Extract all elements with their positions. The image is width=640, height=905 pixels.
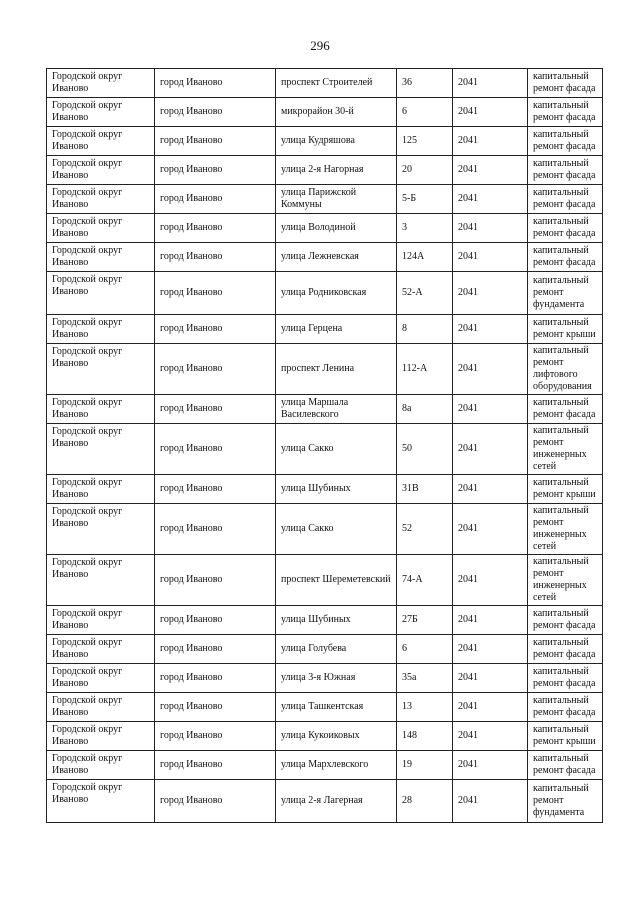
street-cell: улица Голубева <box>276 635 397 664</box>
house-cell: 19 <box>397 751 453 780</box>
year-cell: 2041 <box>453 127 528 156</box>
district-cell: Городской округ Иваново <box>47 156 155 185</box>
district-cell: Городской округ Иваново <box>47 722 155 751</box>
street-cell: улица Сакко <box>276 424 397 475</box>
district-cell: Городской округ Иваново <box>47 272 155 315</box>
house-cell: 3 <box>397 214 453 243</box>
work-type-cell: капитальный ремонт фасада <box>528 69 603 98</box>
city-cell: город Иваново <box>155 395 276 424</box>
city-cell: город Иваново <box>155 475 276 504</box>
work-type-cell: капитальный ремонт фундамента <box>528 780 603 823</box>
street-cell: улица Сакко <box>276 504 397 555</box>
city-cell: город Иваново <box>155 156 276 185</box>
district-cell: Городской округ Иваново <box>47 424 155 475</box>
year-cell: 2041 <box>453 555 528 606</box>
street-cell: улица Мархлевского <box>276 751 397 780</box>
street-cell: проспект Шереметевский <box>276 555 397 606</box>
year-cell: 2041 <box>453 395 528 424</box>
district-cell: Городской округ Иваново <box>47 315 155 344</box>
table-row <box>47 243 603 272</box>
street-cell: улица Шубиных <box>276 606 397 635</box>
house-cell: 27Б <box>397 606 453 635</box>
city-cell: город Иваново <box>155 780 276 823</box>
page-number: 296 <box>310 38 330 53</box>
street-cell: улица 2-я Нагорная <box>276 156 397 185</box>
house-cell: 125 <box>397 127 453 156</box>
district-cell: Городской округ Иваново <box>47 185 155 214</box>
year-cell: 2041 <box>453 272 528 315</box>
year-cell: 2041 <box>453 664 528 693</box>
city-cell: город Иваново <box>155 751 276 780</box>
work-type-cell: капитальный ремонт фасада <box>528 664 603 693</box>
table-row <box>47 693 603 722</box>
table-row <box>47 156 603 185</box>
house-cell: 31В <box>397 475 453 504</box>
street-cell: улица Парижской Коммуны <box>276 185 397 214</box>
house-cell: 52-А <box>397 272 453 315</box>
district-cell: Городской округ Иваново <box>47 555 155 606</box>
city-cell: город Иваново <box>155 315 276 344</box>
work-type-cell: капитальный ремонт инженерных сетей <box>528 504 603 555</box>
city-cell: город Иваново <box>155 693 276 722</box>
district-cell: Городской округ Иваново <box>47 69 155 98</box>
city-cell: город Иваново <box>155 185 276 214</box>
work-type-cell: капитальный ремонт инженерных сетей <box>528 424 603 475</box>
year-cell: 2041 <box>453 98 528 127</box>
work-type-cell: капитальный ремонт крыши <box>528 475 603 504</box>
street-cell: улица Ташкентская <box>276 693 397 722</box>
table-row <box>47 127 603 156</box>
city-cell: город Иваново <box>155 635 276 664</box>
district-cell: Городской округ Иваново <box>47 127 155 156</box>
table-row <box>47 475 603 504</box>
house-cell: 112-А <box>397 344 453 395</box>
district-cell: Городской округ Иваново <box>47 664 155 693</box>
house-cell: 5-Б <box>397 185 453 214</box>
city-cell: город Иваново <box>155 424 276 475</box>
work-type-cell: капитальный ремонт фундамента <box>528 272 603 315</box>
city-cell: город Иваново <box>155 555 276 606</box>
district-cell: Городской округ Иваново <box>47 693 155 722</box>
table-row <box>47 395 603 424</box>
street-cell: проспект Ленина <box>276 344 397 395</box>
year-cell: 2041 <box>453 635 528 664</box>
house-cell: 28 <box>397 780 453 823</box>
street-cell: улица 2-я Лагерная <box>276 780 397 823</box>
house-cell: 36 <box>397 69 453 98</box>
street-cell: улица Володиной <box>276 214 397 243</box>
street-cell: улица Кудряшова <box>276 127 397 156</box>
work-type-cell: капитальный ремонт крыши <box>528 722 603 751</box>
year-cell: 2041 <box>453 315 528 344</box>
work-type-cell: капитальный ремонт лифтового оборудования <box>528 344 603 395</box>
district-cell: Городской округ Иваново <box>47 606 155 635</box>
district-cell: Городской округ Иваново <box>47 635 155 664</box>
work-type-cell: капитальный ремонт фасада <box>528 98 603 127</box>
year-cell: 2041 <box>453 185 528 214</box>
city-cell: город Иваново <box>155 504 276 555</box>
district-cell: Городской округ Иваново <box>47 395 155 424</box>
house-cell: 6 <box>397 98 453 127</box>
district-cell: Городской округ Иваново <box>47 504 155 555</box>
street-cell: улица Лежневская <box>276 243 397 272</box>
house-cell: 148 <box>397 722 453 751</box>
year-cell: 2041 <box>453 424 528 475</box>
table-row <box>47 635 603 664</box>
table-row <box>47 555 603 606</box>
year-cell: 2041 <box>453 606 528 635</box>
work-type-cell: капитальный ремонт фасада <box>528 693 603 722</box>
work-type-cell: капитальный ремонт фасада <box>528 395 603 424</box>
city-cell: город Иваново <box>155 127 276 156</box>
table-row <box>47 315 603 344</box>
table-row <box>47 664 603 693</box>
table-row <box>47 98 603 127</box>
table-row <box>47 214 603 243</box>
street-cell: улица Кукоиковых <box>276 722 397 751</box>
work-type-cell: капитальный ремонт инженерных сетей <box>528 555 603 606</box>
table-row <box>47 272 603 315</box>
house-cell: 74-А <box>397 555 453 606</box>
work-type-cell: капитальный ремонт фасада <box>528 635 603 664</box>
work-type-cell: капитальный ремонт фасада <box>528 185 603 214</box>
house-cell: 13 <box>397 693 453 722</box>
house-cell: 124А <box>397 243 453 272</box>
house-cell: 20 <box>397 156 453 185</box>
city-cell: город Иваново <box>155 664 276 693</box>
city-cell: город Иваново <box>155 69 276 98</box>
street-cell: микрорайон 30-й <box>276 98 397 127</box>
city-cell: город Иваново <box>155 243 276 272</box>
city-cell: город Иваново <box>155 214 276 243</box>
house-cell: 52 <box>397 504 453 555</box>
table-row <box>47 504 603 555</box>
work-type-cell: капитальный ремонт фасада <box>528 751 603 780</box>
table-row <box>47 606 603 635</box>
city-cell: город Иваново <box>155 98 276 127</box>
street-cell: улица Родниковская <box>276 272 397 315</box>
street-cell: проспект Строителей <box>276 69 397 98</box>
house-cell: 8 <box>397 315 453 344</box>
work-type-cell: капитальный ремонт крыши <box>528 315 603 344</box>
work-type-cell: капитальный ремонт фасада <box>528 127 603 156</box>
street-cell: улица 3-я Южная <box>276 664 397 693</box>
repair-schedule-table <box>46 68 603 823</box>
year-cell: 2041 <box>453 156 528 185</box>
table-row <box>47 780 603 823</box>
work-type-cell: капитальный ремонт фасада <box>528 214 603 243</box>
year-cell: 2041 <box>453 475 528 504</box>
district-cell: Городской округ Иваново <box>47 243 155 272</box>
district-cell: Городской округ Иваново <box>47 751 155 780</box>
work-type-cell: капитальный ремонт фасада <box>528 243 603 272</box>
work-type-cell: капитальный ремонт фасада <box>528 606 603 635</box>
district-cell: Городской округ Иваново <box>47 344 155 395</box>
city-cell: город Иваново <box>155 606 276 635</box>
district-cell: Городской округ Иваново <box>47 475 155 504</box>
street-cell: улица Герцена <box>276 315 397 344</box>
table-row <box>47 185 603 214</box>
street-cell: улица Маршала Василевского <box>276 395 397 424</box>
year-cell: 2041 <box>453 693 528 722</box>
year-cell: 2041 <box>453 214 528 243</box>
table-row <box>47 722 603 751</box>
district-cell: Городской округ Иваново <box>47 780 155 823</box>
table-row <box>47 424 603 475</box>
year-cell: 2041 <box>453 344 528 395</box>
table-row <box>47 344 603 395</box>
table-row <box>47 69 603 98</box>
year-cell: 2041 <box>453 780 528 823</box>
house-cell: 6 <box>397 635 453 664</box>
city-cell: город Иваново <box>155 344 276 395</box>
street-cell: улица Шубиных <box>276 475 397 504</box>
year-cell: 2041 <box>453 69 528 98</box>
year-cell: 2041 <box>453 243 528 272</box>
city-cell: город Иваново <box>155 722 276 751</box>
work-type-cell: капитальный ремонт фасада <box>528 156 603 185</box>
year-cell: 2041 <box>453 751 528 780</box>
house-cell: 8а <box>397 395 453 424</box>
year-cell: 2041 <box>453 722 528 751</box>
year-cell: 2041 <box>453 504 528 555</box>
table-row <box>47 751 603 780</box>
district-cell: Городской округ Иваново <box>47 214 155 243</box>
city-cell: город Иваново <box>155 272 276 315</box>
district-cell: Городской округ Иваново <box>47 98 155 127</box>
house-cell: 50 <box>397 424 453 475</box>
house-cell: 35а <box>397 664 453 693</box>
